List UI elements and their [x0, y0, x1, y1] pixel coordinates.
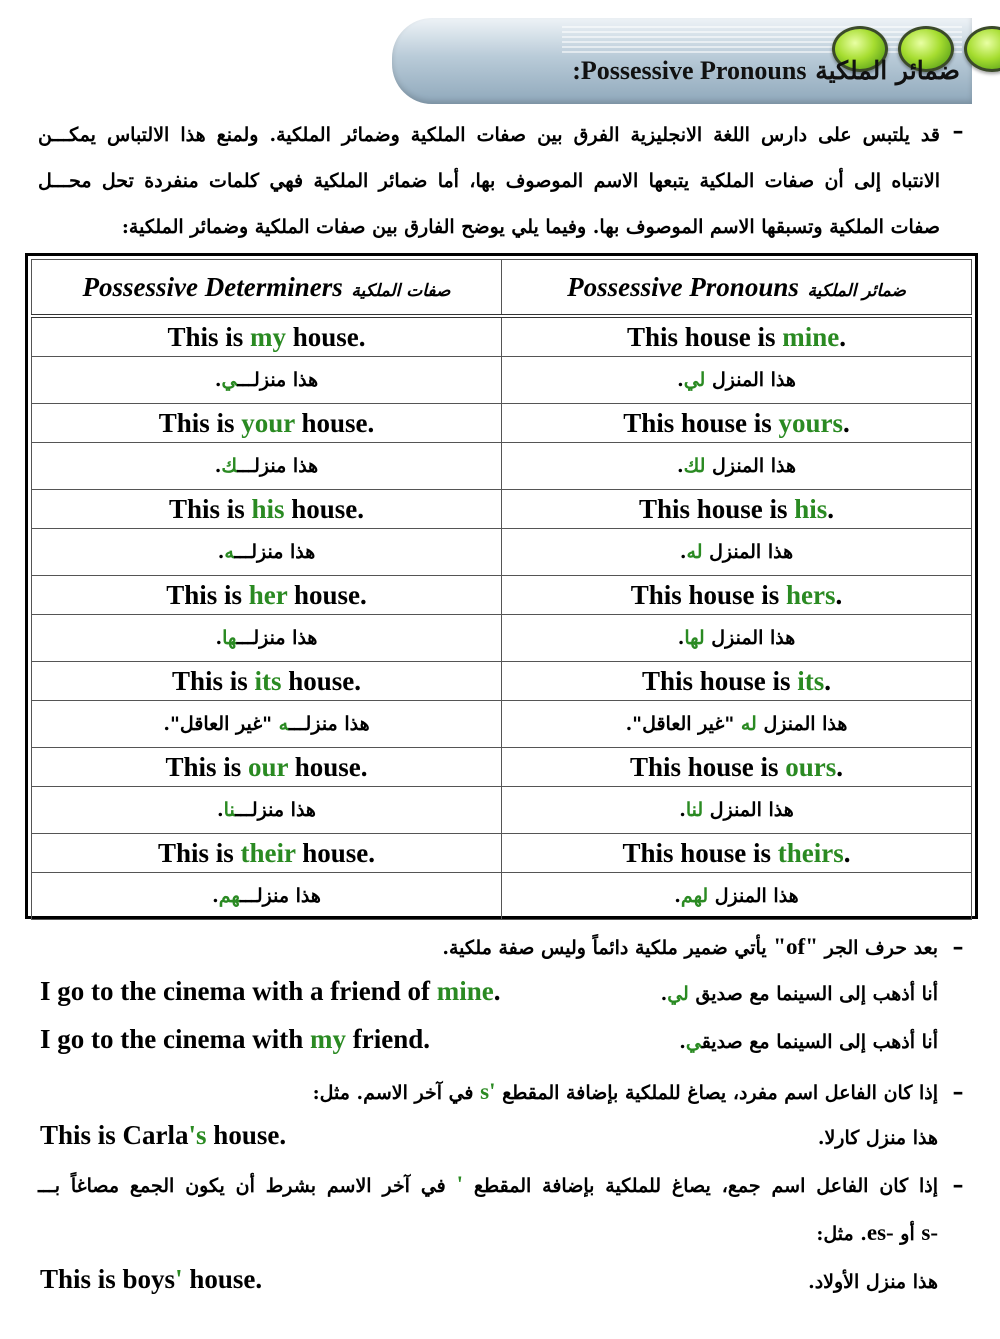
sentence-text: This is	[158, 407, 242, 438]
example-sentence	[40, 976, 500, 1007]
possessive-word: hers	[786, 579, 836, 610]
possessive-suffix: نا	[223, 799, 236, 821]
translation-text: هذا منزلـــ	[237, 455, 319, 477]
pronoun-translation	[502, 529, 972, 576]
translation-text: هذا المنزل	[756, 713, 848, 735]
bullet: –	[952, 1172, 964, 1198]
sentence-text: This is Carla	[40, 1120, 189, 1150]
highlight-word: 's	[480, 1079, 496, 1104]
sentence-text: This is	[166, 579, 249, 610]
pronoun-example	[502, 834, 972, 873]
intro-line: صفات الملكية وتسبقها الاسم الموصوف بها. وفيما يلي يوضح الفارق بين صفات الملكية وضمائر الملكية:	[121, 216, 940, 238]
sentence-text: This house is	[641, 665, 798, 696]
sentence-text: house.	[284, 493, 365, 524]
highlight-word: my	[309, 1024, 346, 1054]
sentence-text: This house is	[629, 751, 786, 782]
suffix-es: es-	[866, 1220, 894, 1245]
highlight-word: mine	[436, 976, 494, 1006]
translation-text: .	[679, 541, 687, 563]
translation-text: .	[217, 541, 225, 563]
translation-text: هذا منزلـــ	[236, 627, 318, 649]
of-rule	[442, 934, 938, 960]
translation-text: هذا منزلـــ	[288, 713, 370, 735]
possessive-suffix: ه	[278, 713, 289, 735]
rule-text: . مثل:	[816, 1223, 867, 1245]
possessive-word: لي	[683, 369, 706, 391]
highlight-word: لي	[667, 983, 689, 1005]
sentence-text: This is	[157, 837, 241, 868]
pronoun-example	[502, 490, 972, 529]
table-row-arabic	[32, 787, 972, 834]
highlight-word: ي	[685, 1031, 702, 1053]
possessive-word: mine	[782, 321, 840, 352]
highlight-word: 's	[188, 1120, 207, 1150]
table-row-english	[32, 404, 972, 443]
determiner-example	[32, 404, 502, 443]
determiner-translation	[32, 529, 502, 576]
possessive-suffix: هم	[218, 885, 241, 907]
table-row-arabic	[32, 701, 972, 748]
sentence-text: This is boys	[40, 1264, 176, 1294]
table-row-english	[32, 316, 972, 357]
determiner-example	[32, 834, 502, 873]
determiner-example	[32, 662, 502, 701]
plural-rule-line2	[816, 1220, 938, 1246]
sentence-text: This house is	[630, 579, 787, 610]
possessive-word: its	[797, 665, 825, 696]
page-title	[520, 56, 960, 90]
determiner-example	[32, 490, 502, 529]
translation-text: أنا أذهب إلى السينما مع صديق	[701, 1031, 938, 1053]
translation-text: .	[677, 627, 685, 649]
possessive-word: our	[248, 751, 289, 782]
example-translation	[679, 1031, 938, 1053]
green-dot-icon	[964, 26, 1000, 72]
header-determiners	[32, 260, 502, 317]
table-row-english	[32, 748, 972, 787]
sentence-text: This house is	[638, 493, 795, 524]
translation-text: هذا المنزل	[705, 369, 796, 391]
determiner-translation	[32, 357, 502, 404]
pronoun-example	[502, 748, 972, 787]
bullet: –	[952, 1079, 964, 1105]
determiner-translation	[32, 701, 502, 748]
possessive-word: my	[250, 321, 286, 352]
sentence-text: house.	[281, 665, 362, 696]
translation-text: .	[677, 369, 684, 391]
translation-text: أنا أذهب إلى السينما مع صديق	[688, 983, 938, 1005]
translation-text: هذا المنزل	[704, 627, 796, 649]
highlight-word: '	[456, 1172, 464, 1197]
possessive-word: your	[241, 407, 295, 438]
sentence-text: .	[843, 407, 850, 438]
possessive-word: له	[740, 713, 757, 735]
translation-text: هذا منزلـــ	[234, 541, 316, 563]
of-rule-text: يأتي ضمير ملكية دائماً وليس صفة ملكية.	[442, 937, 774, 959]
table-header-row	[32, 260, 972, 317]
possessive-word: their	[240, 837, 296, 868]
translation-text: .	[679, 799, 686, 821]
sentence-text: house.	[286, 321, 366, 352]
translation-text: "غير العاقل".	[625, 713, 741, 735]
sentence-text: .	[493, 976, 501, 1006]
header-right-ar: ضمائر الملكية	[807, 280, 906, 301]
bullet: –	[952, 118, 964, 144]
translation-text: .	[679, 1031, 686, 1053]
rule-text: في آخر الاسم. مثل:	[312, 1082, 481, 1104]
table-row-arabic	[32, 615, 972, 662]
plural-rule	[38, 1172, 938, 1198]
sentence-text: .	[827, 493, 835, 524]
table-row-arabic	[32, 873, 972, 920]
pronoun-example	[502, 316, 972, 357]
of-rule-text: بعد حرف الجر	[817, 937, 938, 959]
determiner-example	[32, 748, 502, 787]
header-left-en: Possessive Determiners	[82, 271, 343, 302]
sentence-text: I go to the cinema with a friend of	[40, 976, 437, 1006]
pronoun-example	[502, 404, 972, 443]
table-row-english	[32, 662, 972, 701]
sentence-text: house.	[206, 1120, 287, 1150]
possessive-suffix: ك	[221, 455, 238, 477]
rule-text: إذا كان الفاعل اسم مفرد، يصاغ للملكية بإضافة المقطع	[495, 1082, 938, 1104]
translation-text: .	[660, 983, 668, 1005]
sentence-text: house.	[294, 407, 375, 438]
possessive-word: its	[254, 665, 282, 696]
sentence-text: This house is	[622, 837, 778, 868]
rule-text: إذا كان الفاعل اسم جمع، يصاغ للملكية بإضافة المقطع	[463, 1175, 939, 1197]
singular-rule	[313, 1079, 938, 1105]
pronoun-translation	[502, 443, 972, 490]
rule-text: في آخر الاسم بشرط أن يكون الجمع مصاغاً بـــ	[38, 1175, 457, 1197]
sentence-text: house.	[287, 579, 367, 610]
example-sentence	[40, 1120, 286, 1151]
possessive-word: theirs	[777, 837, 844, 868]
possessive-suffix: ي	[221, 369, 238, 391]
pronoun-translation	[502, 873, 972, 920]
bullet: –	[952, 934, 964, 960]
example-sentence	[40, 1024, 430, 1055]
table-row-arabic	[32, 357, 972, 404]
possessive-word: لك	[683, 455, 706, 477]
header-left-ar: صفات الملكية	[351, 280, 451, 301]
translation-text: هذا المنزل	[708, 885, 799, 907]
sentence-text: This house is	[626, 321, 783, 352]
sentence-text: .	[835, 579, 843, 610]
determiner-translation	[32, 873, 502, 920]
possessive-word: his	[251, 493, 285, 524]
possessive-word: لها	[684, 627, 705, 649]
translation-text: "غير العاقل".	[163, 713, 279, 735]
example-sentence	[40, 1264, 262, 1295]
header-right-en: Possessive Pronouns	[567, 271, 799, 302]
title-english: Possessive Pronouns	[580, 56, 807, 85]
comparison-table	[25, 253, 978, 919]
possessive-word: her	[248, 579, 288, 610]
sentence-text: This is	[171, 665, 255, 696]
translation-text: .	[215, 627, 223, 649]
translation-text: .	[217, 799, 224, 821]
sentence-text: house.	[182, 1264, 263, 1294]
possessive-word: his	[794, 493, 828, 524]
sentence-text: .	[843, 837, 851, 868]
sentence-text: friend.	[345, 1024, 430, 1054]
translation-text: .	[676, 455, 684, 477]
pronoun-translation	[502, 357, 972, 404]
table-row-english	[32, 834, 972, 873]
sentence-text: This is	[167, 321, 250, 352]
sentence-text: .	[836, 751, 844, 782]
title-arabic: ضمائر الملكية	[815, 56, 960, 85]
example-translation	[661, 983, 938, 1005]
possessive-word: لنا	[685, 799, 704, 821]
table-row-arabic	[32, 529, 972, 576]
possessive-suffix: ها	[222, 627, 237, 649]
sentence-text: I go to the cinema with	[40, 1024, 310, 1054]
table-row-arabic	[32, 443, 972, 490]
determiner-example	[32, 576, 502, 615]
rule-text: أو	[893, 1223, 922, 1245]
translation-text: هذا المنزل	[703, 799, 794, 821]
possessive-suffix: ه	[224, 541, 235, 563]
determiner-translation	[32, 443, 502, 490]
possessive-word: ours	[785, 751, 837, 782]
sentence-text: house.	[288, 751, 368, 782]
pronoun-translation	[502, 615, 972, 662]
translation-text: هذا المنزل	[705, 455, 796, 477]
translation-text: .	[212, 885, 219, 907]
translation-text: هذا المنزل	[702, 541, 794, 563]
suffix-s: s-	[921, 1220, 938, 1245]
highlight-word: '	[175, 1264, 183, 1294]
example-translation: هذا منزل الأولاد.	[808, 1271, 938, 1293]
intro-paragraph	[38, 112, 940, 250]
possessive-word: لهم	[680, 885, 709, 907]
possessive-word: له	[686, 541, 703, 563]
determiner-example	[32, 316, 502, 357]
determiner-translation	[32, 787, 502, 834]
intro-line: الانتباه إلى أن صفات الملكية يتبعها الاسم الموصوف بها، أما ضمائر الملكية فهي كلمات منفردة تحل محـــل	[38, 170, 940, 192]
table-row-english	[32, 490, 972, 529]
sentence-text: .	[824, 665, 832, 696]
translation-text: هذا منزلـــ	[240, 885, 321, 907]
sentence-text: house.	[295, 837, 376, 868]
table-row-english	[32, 576, 972, 615]
header-pronouns	[502, 260, 972, 317]
title-colon: :	[572, 56, 581, 85]
sentence-text: This is	[168, 493, 252, 524]
translation-text: .	[674, 885, 681, 907]
intro-line: قد يلتبس على دارس اللغة الانجليزية الفرق بين صفات الملكية وضمائر الملكية. ولمنع هذا الالتباس يمكـــن	[38, 124, 940, 146]
pronoun-translation	[502, 701, 972, 748]
example-translation: هذا منزل كارلا.	[817, 1127, 938, 1149]
pronoun-example	[502, 576, 972, 615]
pronoun-example	[502, 662, 972, 701]
determiner-translation	[32, 615, 502, 662]
sentence-text: This is	[165, 751, 248, 782]
sentence-text: .	[839, 321, 847, 352]
pronoun-translation	[502, 787, 972, 834]
translation-text: .	[214, 455, 222, 477]
sentence-text: This house is	[623, 407, 779, 438]
of-rule-word: "of"	[773, 934, 818, 959]
translation-text: هذا منزلـــ	[237, 369, 319, 391]
possessive-word: yours	[778, 407, 844, 438]
translation-text: .	[214, 369, 222, 391]
translation-text: هذا منزلـــ	[235, 799, 316, 821]
